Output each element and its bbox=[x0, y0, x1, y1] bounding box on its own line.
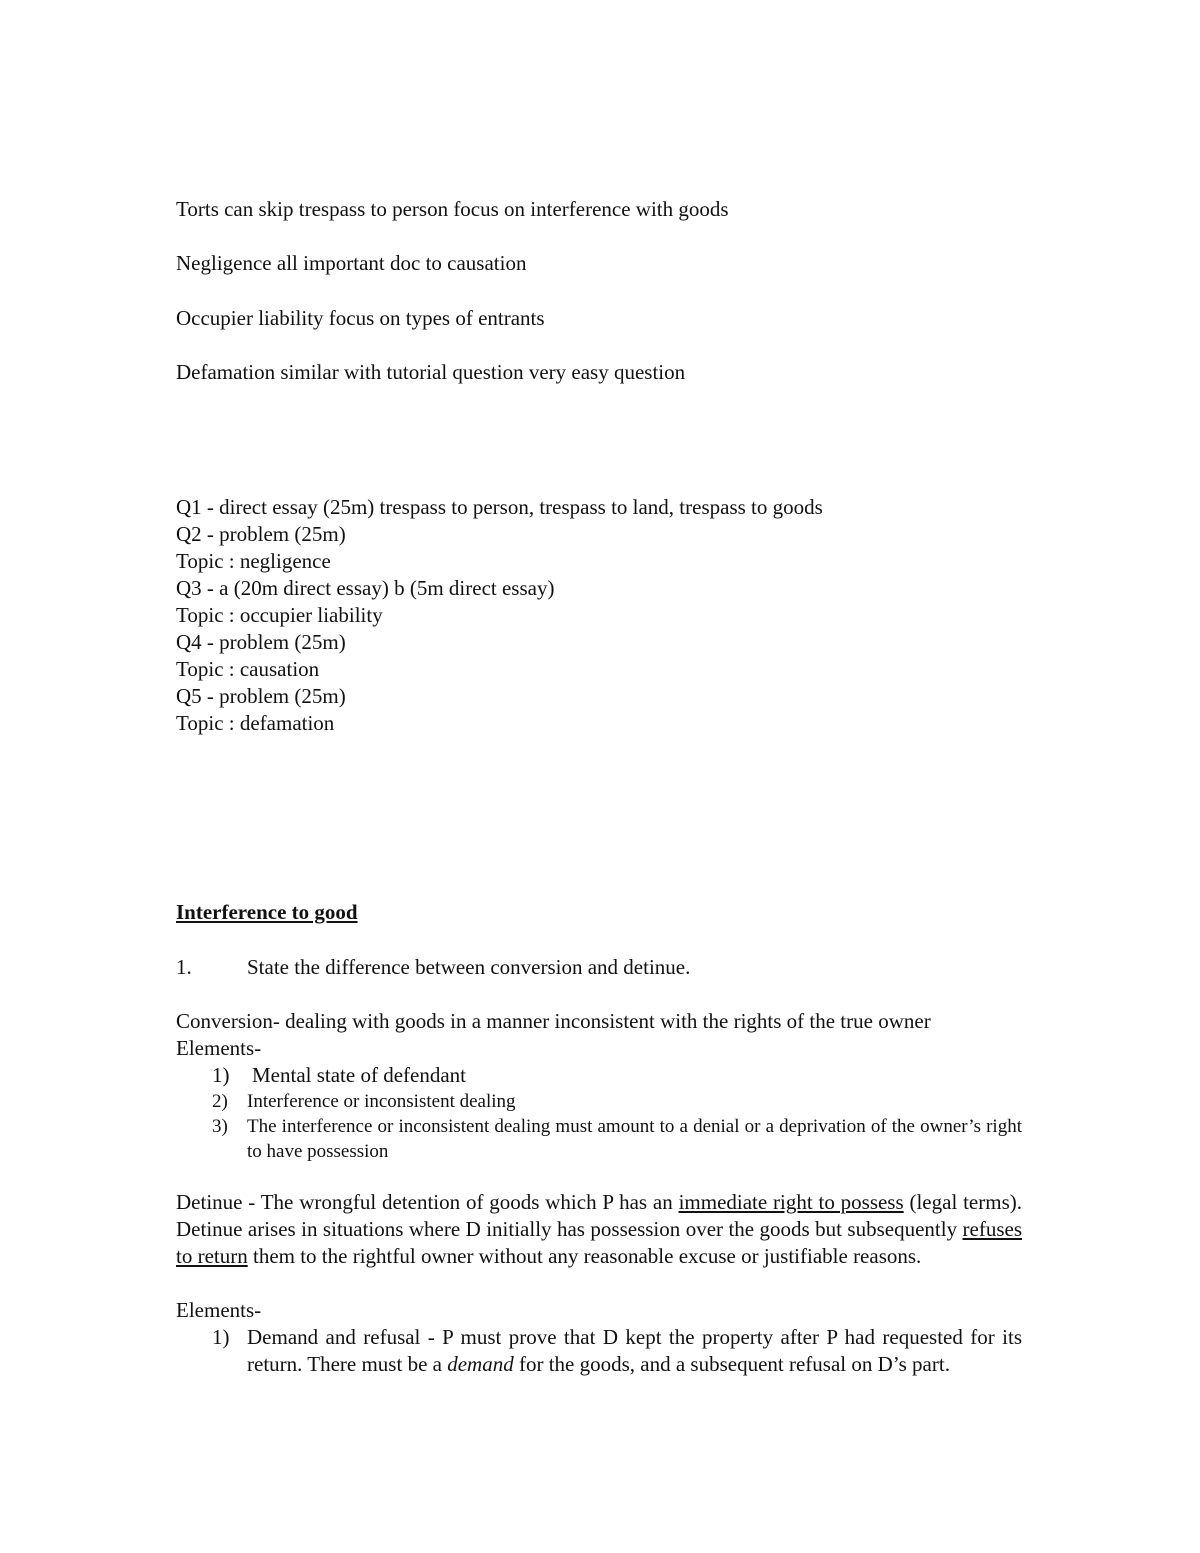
question-line: Topic : causation bbox=[176, 657, 320, 681]
question-line: Q2 - problem (25m) bbox=[176, 522, 346, 546]
question-line: Q1 - direct essay (25m) trespass to person, trespass to land, trespass to goods bbox=[176, 495, 823, 519]
detinue-underlined-text: immediate right to possess bbox=[678, 1190, 904, 1214]
conversion-definition: Conversion- dealing with goods in a manner inconsistent with the rights of the true owner bbox=[176, 1009, 931, 1033]
question-line: Topic : occupier liability bbox=[176, 603, 383, 627]
element-number: 1) bbox=[212, 1063, 230, 1087]
detinue-text: them to the rightful owner without any reasonable excuse or justifiable reasons. bbox=[247, 1244, 922, 1268]
question-line: Q4 - problem (25m) bbox=[176, 630, 346, 654]
element-text: Mental state of defendant bbox=[252, 1063, 466, 1087]
section-heading: Interference to good bbox=[176, 900, 358, 924]
question-line: Q5 - problem (25m) bbox=[176, 684, 346, 708]
item-text: State the difference between conversion and detinue. bbox=[247, 955, 691, 979]
detinue-text: (legal terms). Detinue arises in situations where D initially has possession over the goods but subsequently bbox=[176, 1190, 1022, 1241]
element-number: 2) bbox=[212, 1091, 228, 1112]
question-line: Topic : negligence bbox=[176, 549, 331, 573]
conversion-elements-label: Elements- bbox=[176, 1036, 262, 1060]
element-text: The interference or inconsistent dealing must amount to a denial or a deprivation of the owner’s right to have possession bbox=[247, 1116, 1022, 1162]
element-text-part: for the goods, and a subsequent refusal on D’s part. bbox=[513, 1352, 950, 1376]
element-number: 1) bbox=[212, 1325, 230, 1349]
element-number: 3) bbox=[212, 1116, 228, 1137]
note-line: Occupier liability focus on types of entrants bbox=[176, 306, 545, 330]
note-line: Defamation similar with tutorial question very easy question bbox=[176, 360, 686, 384]
question-line: Q3 - a (20m direct essay) b (5m direct essay) bbox=[176, 576, 555, 600]
item-number: 1. bbox=[176, 955, 192, 979]
detinue-text: Detinue - The wrongful detention of goods which P has an bbox=[176, 1190, 679, 1214]
note-line: Negligence all important doc to causation bbox=[176, 251, 527, 275]
detinue-paragraph bbox=[176, 1189, 1022, 1270]
detinue-elements-label: Elements- bbox=[176, 1298, 262, 1322]
element-text bbox=[247, 1324, 1022, 1378]
detinue-underlined-text: refuses to return bbox=[176, 1217, 1022, 1268]
question-line: Topic : defamation bbox=[176, 711, 335, 735]
element-text-part: Demand and refusal - P must prove that D kept the property after P had requested for its return. There must be a bbox=[247, 1325, 1022, 1376]
element-text: Interference or inconsistent dealing bbox=[247, 1091, 516, 1112]
note-line: Torts can skip trespass to person focus on interference with goods bbox=[176, 197, 729, 221]
element-italic-text: demand bbox=[447, 1352, 514, 1376]
